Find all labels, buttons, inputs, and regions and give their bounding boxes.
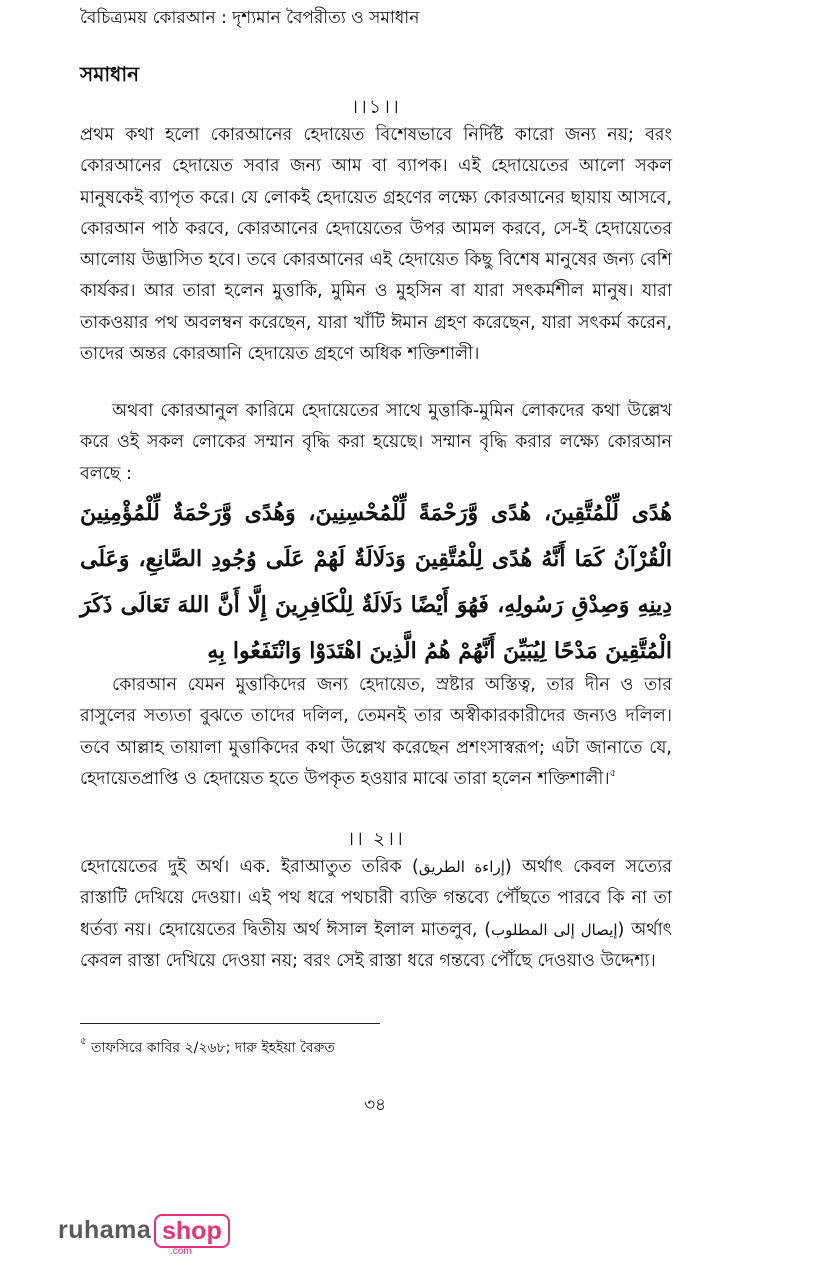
arabic-term-1: إراءة الطريق [418,858,505,876]
section-heading: সমাধান [80,62,140,86]
footnote-divider [80,1023,380,1024]
section-number-2: ।। ২।। [347,828,405,850]
paragraph-3 [80,670,672,795]
paragraph-4-text-a: হেদায়েতের দুই অর্থ। এক. ইরাআতুত তরিক ( [80,857,419,877]
paragraph-1: প্রথম কথা হলো কোরআনের হেদায়েত বিশেষভাবে নির্দিষ্ট কারো জন্য নয়; বরং কোরআনের হেদায়েত সবার জন্য আম বা ব্যাপক। এই হেদায়েতের আলো সকল মানুষকেই ব্যাপৃত করে। যে লোকই হেদায়েত গ্রহণের লক্ষ্যে কোরআনের ছায়ায় আসবে, কোরআন পাঠ করবে, কোরআনের হেদায়েতের উপর আমল করবে, সে-ই হেদায়েতের আলোয় উদ্ভাসিত হবে। তবে কোরআনের এই হেদায়েত কিছু বিশেষ মানুষের জন্য বেশি কার্যকর। আর তারা হলেন মুত্তাকি, মুমিন ও মুহসিন বা যারা সৎকর্মশীল মানুষ। যারা তাকওয়ার পথ অবলম্বন করেছেন, যারা খাঁটি ঈমান গ্রহণ করেছেন, যারা সৎকর্ম করেন, তাদের অন্তর কোরআনি হেদায়েত গ্রহণে অধিক শক্তিশালী। [80,125,672,365]
paragraph-2: অথবা কোরআনুল কারিমে হেদায়েতের সাথে মুত্তাকি-মুমিন লোকদের কথা উল্লেখ করে ওই সকল লোকের সম্মান বৃদ্ধি করা হয়েছে। সম্মান বৃদ্ধি করার লক্ষ্যে কোরআন বলছে : [80,401,672,484]
ruhamashop-logo [58,1214,238,1264]
arabic-quote: هُدًى لِّلْمُتَّقِينَ، هُدًى وَّرَحْمَةً لِّلْمُحْسِنِينَ، وَهُدًى وَّرَحْمَةٌ لِّلْمُؤْمِنِينَ الْقُرْآنُ كَمَا أَنَّهُ هُدًى لِلْمُتَّقِينَ وَدَلَالَةٌ لَهُمْ عَلَى وُجُودِ الصَّانِعِ، وَعَلَى دِينِهِ وَصِدْقِ رَسُولِهِ، فَهُوَ أَيْضًا دَلَالَةٌ لِلْكَافِرِينَ إِلَّا أَنَّ اللهَ تَعَالَى ذَكَرَ الْمُتَّقِينَ مَدْحًا لِيُبَيِّنَ أَنَّهُمْ هُمُ الَّذِينَ اهْتَدَوْا وَانْتَفَعُوا بِهِ [80,500,672,664]
footnote-text: তাফসিরে কাবির ২/২৬৮; দারু ইহইয়া বৈরুত [90,1040,335,1056]
logo-domain: .com [170,1246,192,1257]
logo-text-left: ruhama [58,1216,152,1244]
section-number-1: ।।১।। [351,96,401,118]
footnote-number: ৫ [80,1036,87,1047]
footnote [80,1038,335,1058]
paragraph-4 [80,852,672,977]
running-header: বৈচিত্র্যময় কোরআন : দৃশ্যমান বৈপরীত্য ও সমাধান [80,8,420,28]
logo-text-right: shop [154,1214,230,1248]
footnote-reference[interactable]: ৫ [609,767,617,779]
paragraph-3-text: কোরআন যেমন মুত্তাকিদের জন্য হেদায়েত, স্রষ্টার অস্তিত্ব, তার দীন ও তার রাসুলের সত্যতা বুঝতে তাদের দলিল, তেমনই তার অস্বীকারকারীদের জন্যও দলিল। তবে আল্লাহ তায়ালা মুত্তাকিদের কথা উল্লেখ করেছেন প্রশংসাস্বরূপ; এটা জানাতে যে, হেদায়েতপ্রাপ্তি ও হেদায়েত হতে উপকৃত হওয়ার মাঝে তারা হলেন শক্তিশালী। [80,675,672,789]
page-number: ৩৪ [363,1095,387,1115]
paragraph-4-text-c: ) অর্থাৎ কেবল রাস্তা দেখিয়ে দেওয়া নয়; বরং সেই রাস্তা ধরে গন্তব্যে পৌঁছে দেওয়াও উদ্দেশ্য। [80,919,673,971]
paragraph-4-text-b: ) অর্থাৎ কেবল সত্যের রাস্তাটি দেখিয়ে দেওয়া। এই পথ ধরে পথচারী ব্যক্তি গন্তব্যে পৌঁছতে পারবে কি না তা ধর্তব্য নয়। হেদায়েতের দ্বিতীয় অর্থ ঈসাল ইলাল মাতলুব, ( [80,857,672,940]
arabic-term-2: إيصال إلى المطلوب [491,920,618,939]
